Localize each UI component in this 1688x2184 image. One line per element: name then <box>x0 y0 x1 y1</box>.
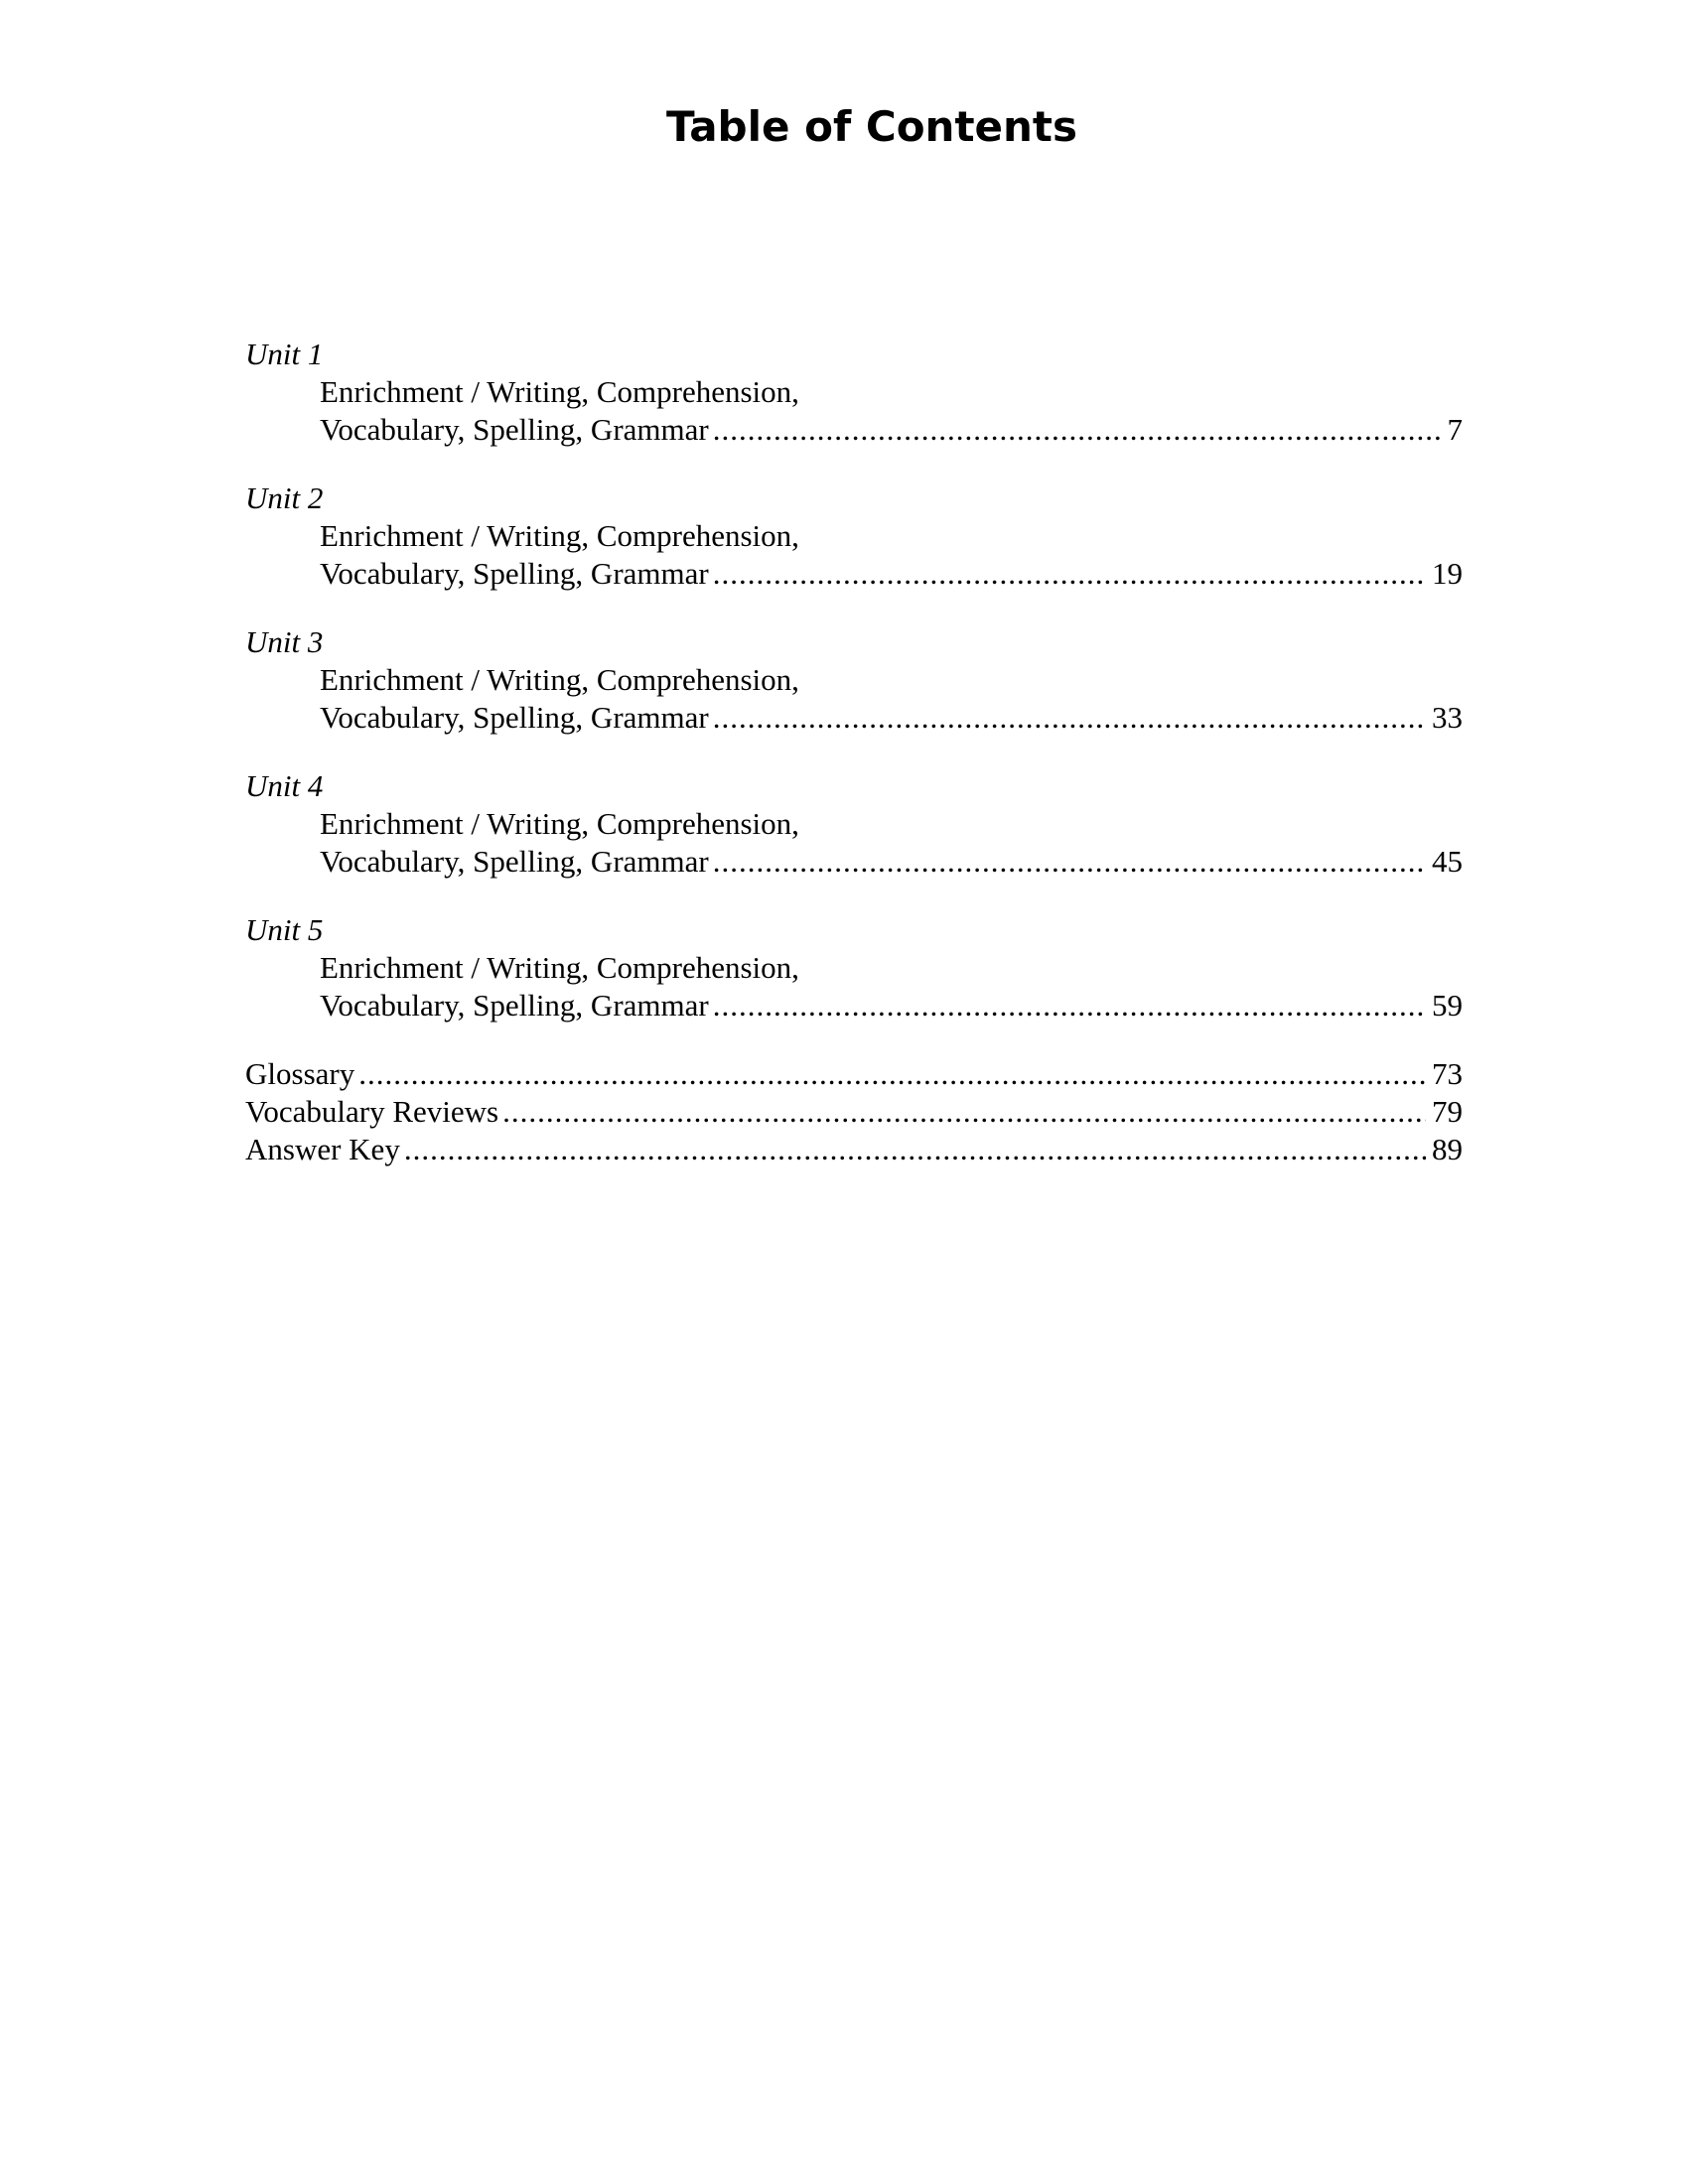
dot-leader <box>713 843 1426 881</box>
toc-unit-1 <box>245 336 1463 449</box>
page-title: Table of Contents <box>665 102 1077 151</box>
unit-topics-line: Vocabulary, Spelling, Grammar <box>320 412 709 447</box>
toc-entry[interactable] <box>245 411 1463 449</box>
unit-label: Unit 5 <box>245 912 324 947</box>
toc-entry[interactable] <box>245 555 1463 593</box>
toc-unit-5 <box>245 911 1463 1024</box>
page-number: 19 <box>1432 556 1463 591</box>
table-of-contents <box>245 336 1463 1168</box>
page-number: 79 <box>1432 1094 1463 1129</box>
page-number: 89 <box>1432 1132 1463 1166</box>
unit-topics-line: Vocabulary, Spelling, Grammar <box>320 700 709 735</box>
page-number: 73 <box>1432 1056 1463 1091</box>
unit-topics-line: Enrichment / Writing, Comprehension, <box>320 518 799 553</box>
unit-topics-line: Enrichment / Writing, Comprehension, <box>320 374 799 409</box>
unit-topics-line: Enrichment / Writing, Comprehension, <box>320 662 799 697</box>
back-matter <box>245 1055 1463 1168</box>
dot-leader <box>713 555 1426 593</box>
toc-entry[interactable] <box>245 843 1463 881</box>
toc-entry[interactable] <box>245 987 1463 1024</box>
dot-leader <box>358 1055 1426 1093</box>
page-number: 33 <box>1432 700 1463 735</box>
toc-entry-vocabulary-reviews[interactable] <box>245 1093 1463 1131</box>
toc-unit-2 <box>245 479 1463 593</box>
unit-label: Unit 3 <box>245 624 324 659</box>
unit-topics-line: Vocabulary, Spelling, Grammar <box>320 556 709 591</box>
page-number: 7 <box>1447 412 1463 447</box>
toc-unit-3 <box>245 623 1463 737</box>
entry-label: Glossary <box>245 1056 355 1091</box>
dot-leader <box>404 1131 1426 1168</box>
dot-leader <box>713 411 1442 449</box>
toc-unit-4 <box>245 767 1463 881</box>
dot-leader <box>502 1093 1426 1131</box>
toc-entry[interactable] <box>245 699 1463 737</box>
toc-entry-glossary[interactable] <box>245 1055 1463 1093</box>
page-number: 59 <box>1432 988 1463 1023</box>
dot-leader <box>713 699 1426 737</box>
page-number: 45 <box>1432 844 1463 879</box>
unit-topics-line: Vocabulary, Spelling, Grammar <box>320 988 709 1023</box>
unit-topics-line: Vocabulary, Spelling, Grammar <box>320 844 709 879</box>
unit-label: Unit 1 <box>245 337 324 371</box>
unit-label: Unit 2 <box>245 480 324 515</box>
unit-topics-line: Enrichment / Writing, Comprehension, <box>320 950 799 985</box>
unit-topics-line: Enrichment / Writing, Comprehension, <box>320 806 799 841</box>
unit-label: Unit 4 <box>245 768 324 803</box>
entry-label: Vocabulary Reviews <box>245 1094 499 1129</box>
dot-leader <box>713 987 1426 1024</box>
toc-entry-answer-key[interactable] <box>245 1131 1463 1168</box>
entry-label: Answer Key <box>245 1132 400 1166</box>
